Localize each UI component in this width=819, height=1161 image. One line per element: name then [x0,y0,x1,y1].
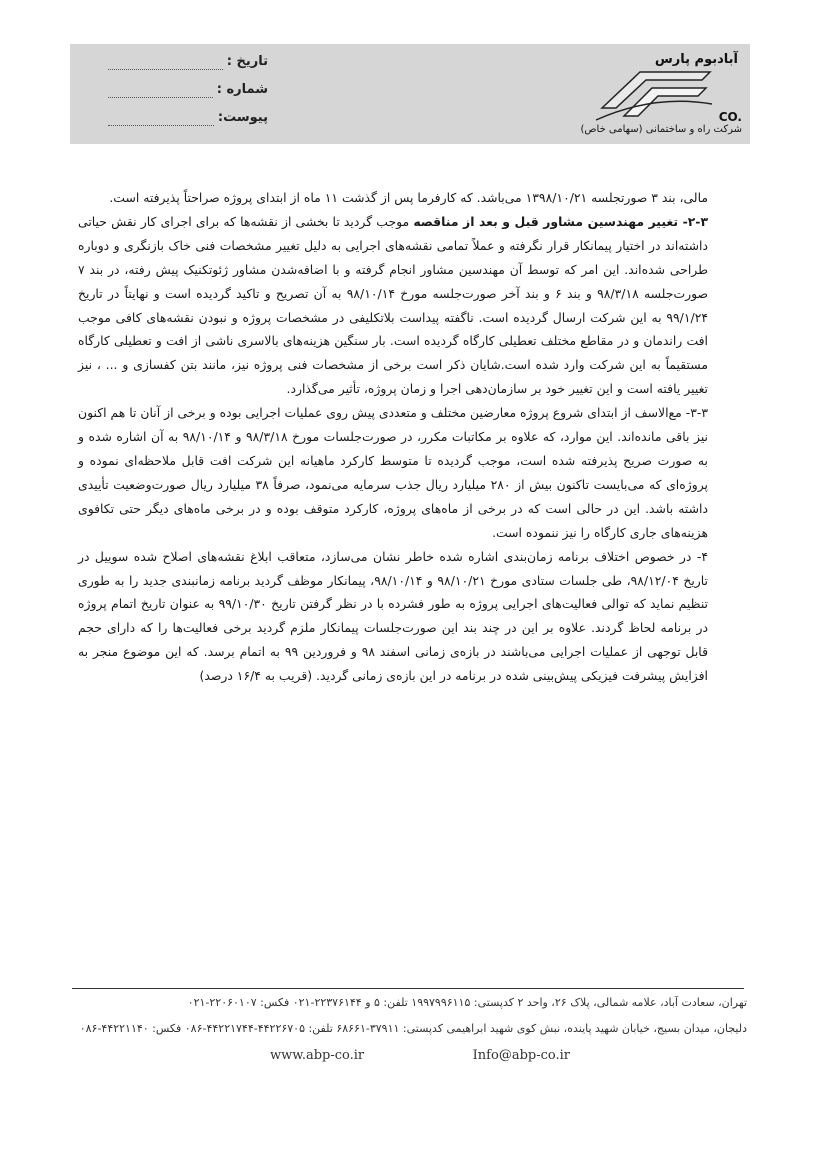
number-dots [108,83,213,98]
paragraph-3: ۳-۳- مع‌الاسف از ابتدای شروع پروژه معارضین مختلف و متعددی پیش روی عملیات اجرایی بوده و برخی از آنان تا هم اکنون نیز باقی مانده‌اند. این موارد، که علاوه بر مکاتبات مکرر، در صورت‌جلسات مورخ ۹۸/۳/۱۸ و ۹۸/۱۰/۱۴ به آن اشاره شده و به صورت صریح پذیرفته شده است، موجب گردیده تا متوسط کارکرد ماهیانه این شرکت افت قابل ملاحظه‌ای نموده و پروژه‌ای که می‌بایست تاکنون بیش از ۲۸۰ میلیارد ریال جذب سرمایه می‌نمود، صرفاً ۳۸ میلیارد ریال صورت‌وضعیت تأییدی داشته باشد. این در حالی است که در برخی از ماه‌های پروژه، کارکرد متوقف بوده و در برخی ماه‌های دیگر حتی تکافوی هزینه‌های جاری کارگاه را نیز ننموده است. [78,405,709,540]
number-field [108,76,268,104]
website-link[interactable]: www.abp-co.ir [270,1048,365,1063]
logo-mark-icon [594,64,714,124]
attachment-label: پیوست: [217,110,268,125]
date-label: تاریخ : [226,54,268,69]
footer-divider [72,988,744,989]
paragraph-2-lead: ۲-۳- تغییر مهندسین مشاور قبل و بعد از مناقصه [413,213,709,229]
paragraph-4: ۴- در خصوص اختلاف برنامه زمان‌بندی اشاره شده خاطر نشان می‌سازد، متعاقب ابلاغ نقشه‌های اصلاح شده سوییل در تاریخ ۹۸/۱۲/۰۴، طی جلسات ستادی مورخ ۹۸/۱۰/۲۱ و ۹۸/۱۰/۱۴، پیمانکار موظف گردید برنامه زمانبندی جدید را به طوری تنظیم نماید که توالی فعالیت‌های اجرایی پروژه به طور فشرده با در نظر گرفتن تاریخ ۹۹/۱۰/۳۰ به عنوان تاریخ اتمام پروژه در برنامه لحاظ گردند. علاوه بر این در چند بند این صورت‌جلسات پیمانکار ملزم گردید برخی فعالیت‌ها را که دارای حجم قابل توجهی از عملیات اجرایی می‌باشند در بازه‌ی زمانی اسفند ۹۸ و فروردین ۹۹ به اتمام برسد. که این موضوع منجر به افزایش پیشرفت فیزیکی پیش‌بینی شده در برنامه در این بازه‌ی زمانی گردید. (قریب به ۱۶/۴ درصد) [78,548,709,684]
paragraph-2 [78,210,708,401]
letter-body [78,186,708,688]
paragraph-2-text: موجب گردید تا بخشی از نقشه‌ها که برای اجرای کار نقش حیاتی داشته‌اند در اختیار پیمانکار قرار نگرفته و عملاً تمامی نقشه‌های اجرایی به دلیل تغییر مشخصات فنی خاک بازنگری و دوباره طراحی شده‌اند. این امر که توسط آن مهندسین مشاور انجام گرفته و با اضافه‌شدن مشاور ژئوتکنیک پیش رفته، در بند ۷ صورت‌جلسه ۹۸/۳/۱۸ و بند ۶ و بند آخر صورت‌جلسه مورخ ۹۸/۱۰/۱۴ به آن تصریح و تاکید گردیده است و نهایتاً در تاریخ ۹۹/۱/۲۴ به این شرکت ارسال گردیده است. ناگفته پیداست بلاتکلیفی در مشخصات پروژه و نبودن نقشه‌های کافی موجب افت راندمان و در مقاطع مختلف تعطیلی کارگاه گردیده است. بار سنگین هزینه‌های بالاسری ناشی از افت و تعطیلی کارگاه مستقیماً به این شرکت وارد شده است.شایان ذکر است برخی از مشخصات فنی پروژه نیز، مانند بتن کفسازی و ... ، نیز تغییر یافته است و این تغییر خود بر سازمان‌دهی اجرا و زمان پروژه، تأثیر می‌گذارد. [78,213,709,397]
attachment-field [108,104,268,132]
company-logo [580,48,746,140]
footer-delijan-address: دلیجان، میدان بسیج، خیابان شهید پاینده، نبش کوی شهید ابراهیمی کدپستی: ۳۷۹۱۱-۶۸۶۶۱ تلفن: ۴۴۲۲۶۷۰۵-۴۴۲۲۱۷۴۴-۰۸۶ فکس: ۴۴۲۲۱۱۴۰-۰۸۶ [79,1022,747,1035]
paragraph-1: مالی، بند ۳ صورتجلسه ۱۳۹۸/۱۰/۲۱ می‌باشد. که کارفرما پس از گذشت ۱۱ ماه از ابتدای پروژه صراحتاً پذیرفته است. [109,190,708,205]
company-co: CO. [718,110,742,124]
date-field [108,48,268,76]
company-subtitle: شرکت راه و ساختمانی (سهامی خاص) [580,124,742,135]
number-label: شماره : [216,82,268,97]
attachment-dots [108,111,214,126]
company-name: آبادبوم پارس [654,52,738,67]
letter-meta [108,48,268,138]
date-dots [108,55,223,70]
footer-tehran-address: تهران، سعادت آباد، علامه شمالی، پلاک ۲۶، واحد ۲ کدپستی: ۱۹۹۷۹۹۶۱۱۵ تلفن: ۵ و ۲۲۳۷۶۱۴۴-۰۲۱ فکس: ۲۲۰۶۰۱۰۷-۰۲۱ [187,996,747,1009]
footer-links [270,1048,570,1063]
email-link[interactable]: Info@abp-co.ir [472,1048,570,1063]
